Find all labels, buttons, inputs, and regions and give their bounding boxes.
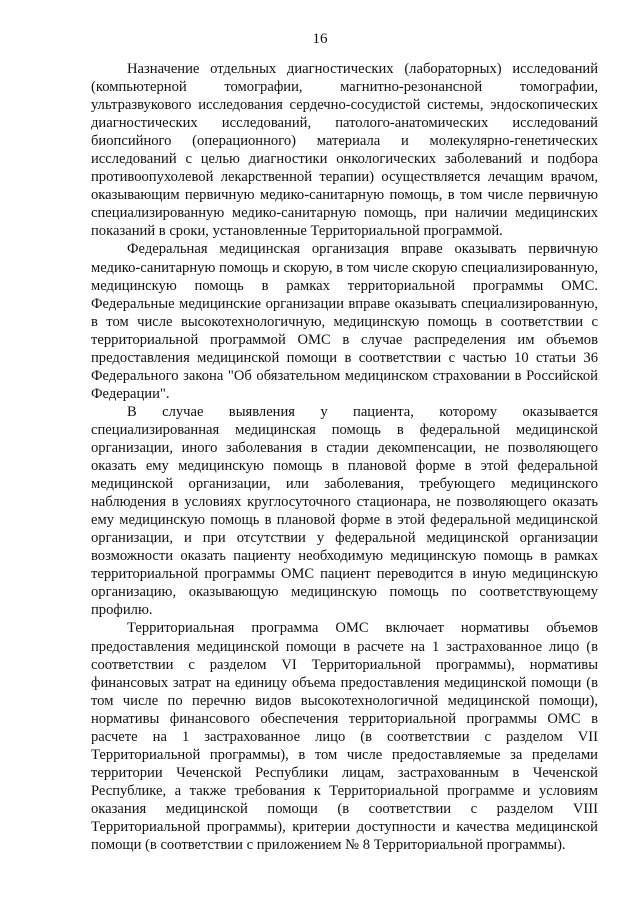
document-body bbox=[91, 60, 598, 854]
paragraph-patient-transfer: В случае выявления у пациента, которому оказывается специализированная медицинская помощь в федеральной медицинской организации, иного заболевания в стадии декомпенсации, не позволяющего оказать ему медицинскую помощь в плановой форме в этой федеральной медицинской организации, или заболевания, требующего медицинского наблюдения в условиях круглосуточного стационара, не позволяющего оказать ему медицинскую помощь в плановой форме в этой федеральной медицинской организации, и при отсутствии у федеральной медицинской организации возможности оказать пациенту необходимую медицинскую помощь в рамках территориальной программы ОМС пациент переводится в иную медицинскую организацию, оказывающую медицинскую помощь по соответствующему профилю. bbox=[91, 403, 598, 619]
paragraph-program-contents: Территориальная программа ОМС включает нормативы объемов предоставления медицинской помощи в расчете на 1 застрахованное лицо (в соответствии с разделом VI Территориальной программы), нормативы финансовых затрат на единицу объема предоставления медицинской помощи (в том числе по перечню видов высокотехнологичной медицинской помощи), нормативы финансового обеспечения территориальной программы ОМС в расчете на 1 застрахованное лицо (в соответствии с разделом VII Территориальной программы), в том числе предоставляемые за пределами территории Чеченской Республики лицам, застрахованным в Чеченской Республике, а также требования к Территориальной программе и условиям оказания медицинской помощи (в соответствии с разделом VIII Территориальной программы), критерии доступности и качества медицинской помощи (в соответствии с приложением № 8 Территориальной программы). bbox=[91, 620, 598, 854]
paragraph-diagnostic-prescription: Назначение отдельных диагностических (лабораторных) исследований (компьютерной томографии, магнитно-резонансной томографии, ультразвукового исследования сердечно-сосудистой системы, эндоскопических диагностических исследований, патолого-анатомических исследований биопсийного (операционного) материала и молекулярно-генетических исследований с целью диагностики онкологических заболеваний и подбора противоопухолевой лекарственной терапии) осуществляется лечащим врачом, оказывающим первичную медико-санитарную помощь, в том числе первичную специализированную медико-санитарную помощь, при наличии медицинских показаний в сроки, установленные Территориальной программой. bbox=[91, 61, 598, 240]
paragraph-federal-organization-rights: Федеральная медицинская организация вправе оказывать первичную медико-санитарную помощь и скорую, в том числе скорую специализированную, медицинскую помощь в рамках территориальной программы ОМС. Федеральные медицинские организации вправе оказывать специализированную, в том числе высокотехнологичную, медицинскую помощь в соответствии с территориальной программой ОМС в случае распределения им объемов предоставления медицинской помощи в соответствии с частью 10 статьи 36 Федерального закона "Об обязательном медицинском страховании в Российской Федерации". bbox=[91, 241, 598, 402]
page-number: 16 bbox=[312, 31, 328, 47]
